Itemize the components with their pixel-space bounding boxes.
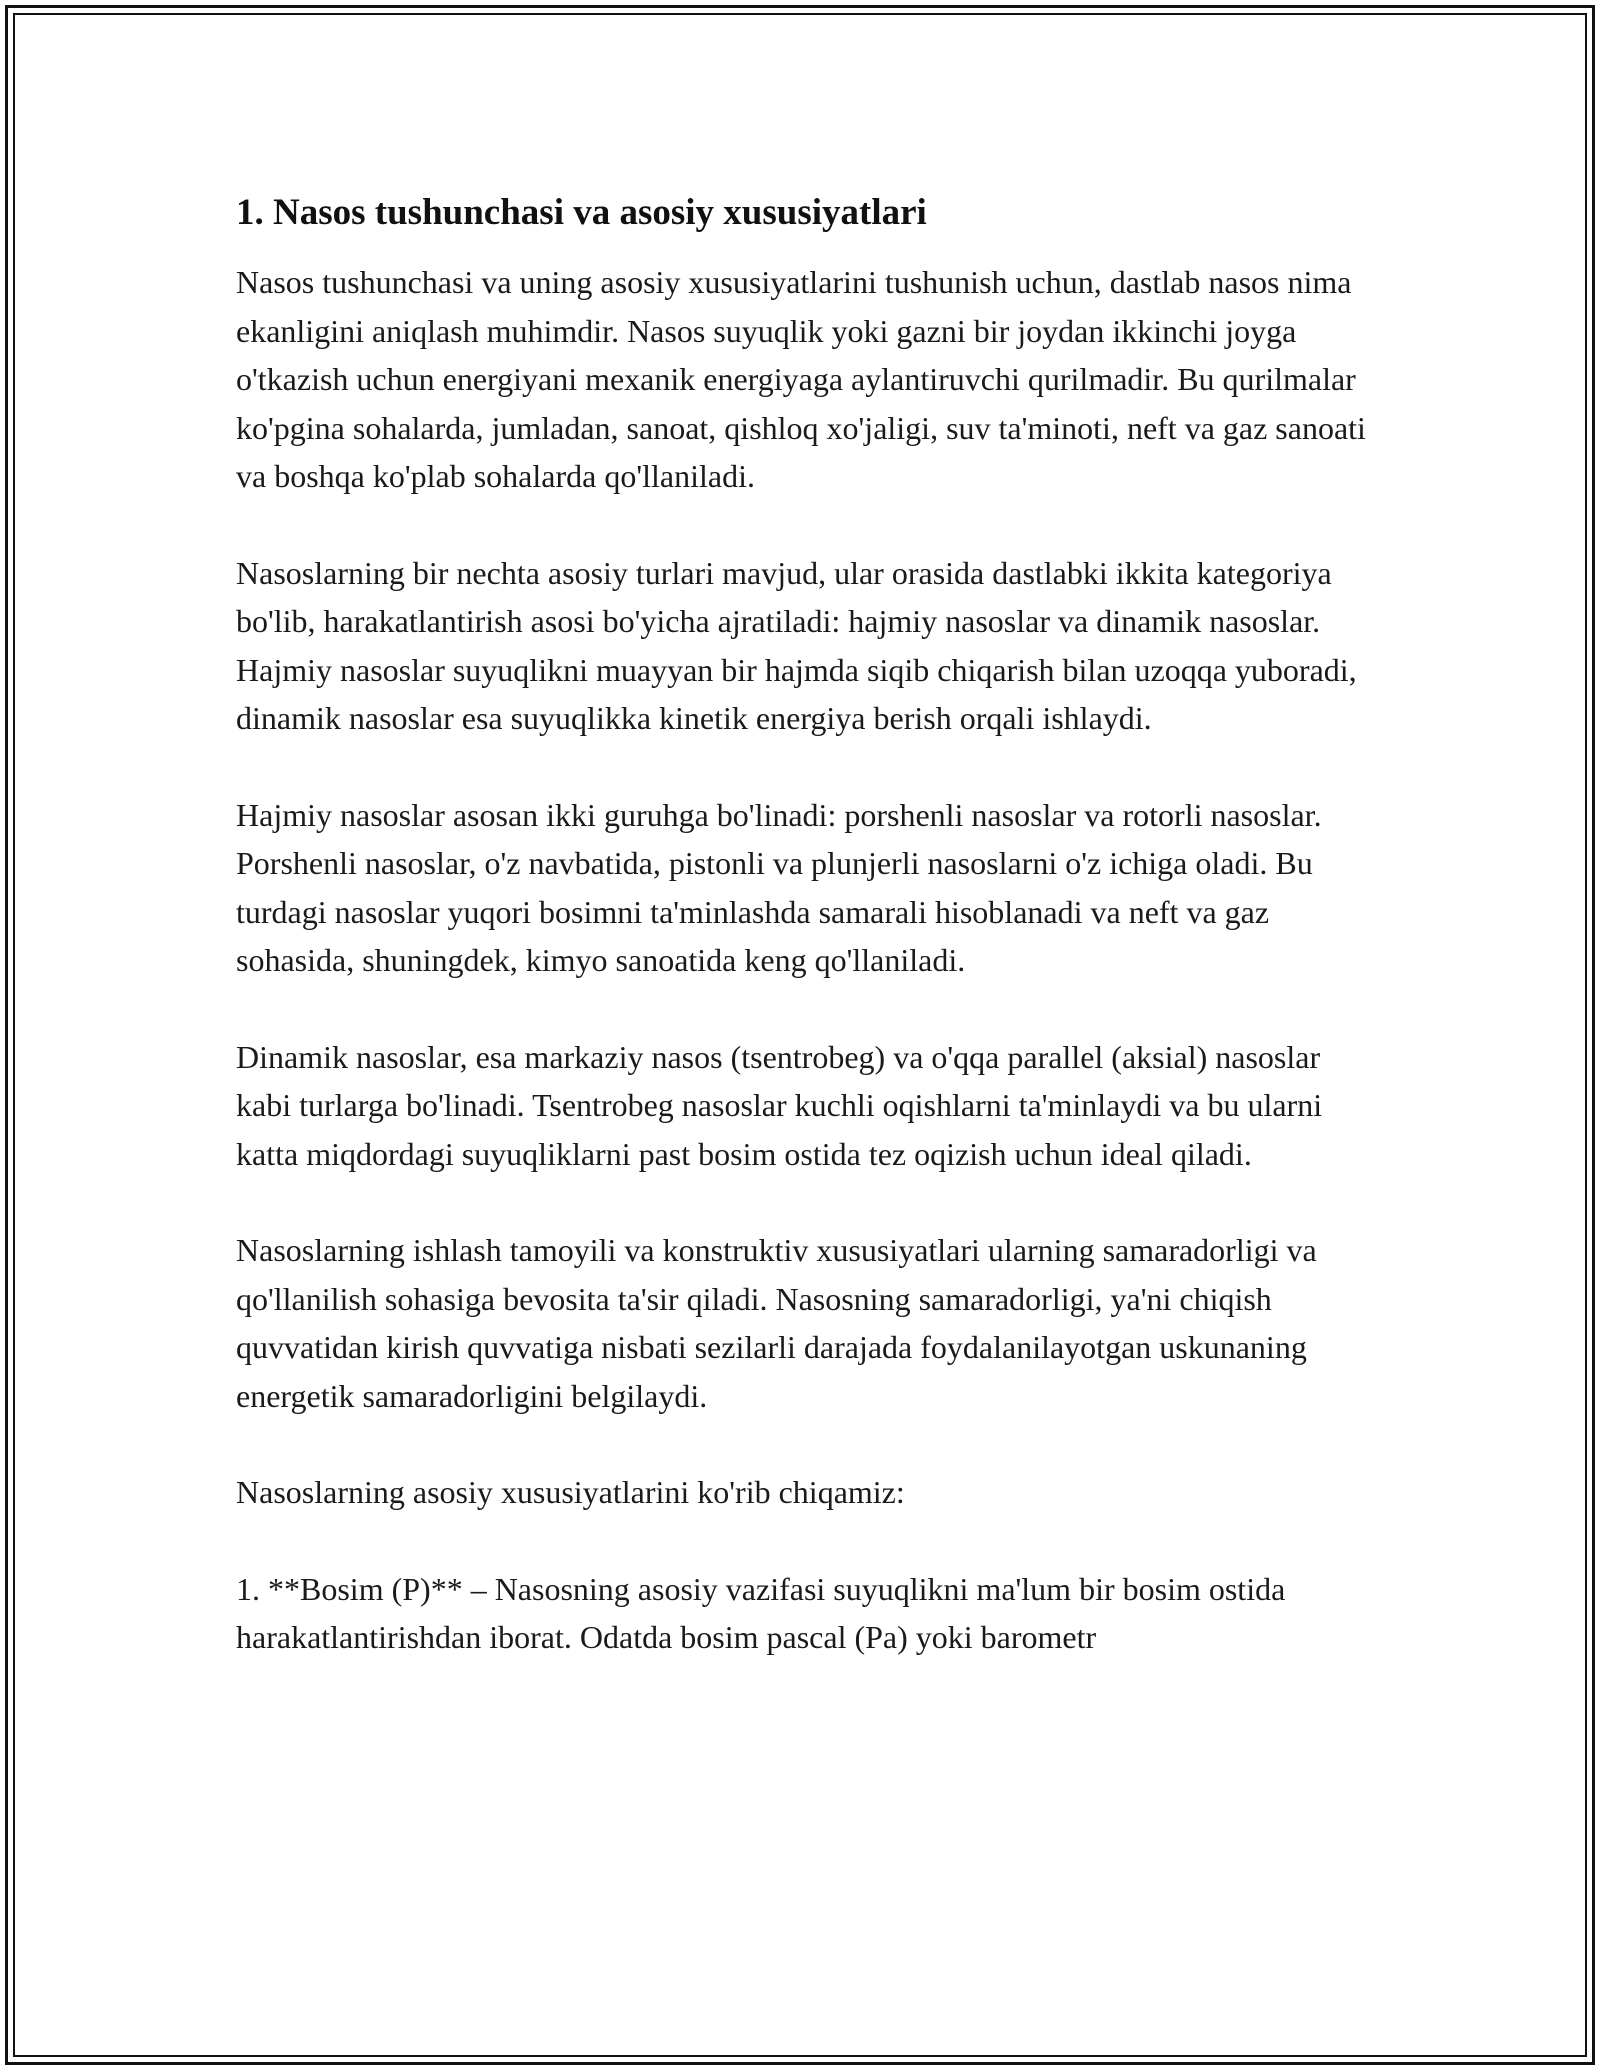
document-body	[236, 188, 1376, 1710]
paragraph: Nasoslarning bir nechta asosiy turlari mavjud, ular orasida dastlabki ikkita kategoriya bo'lib, harakatlantirish asosi bo'yicha ajratiladi: hajmiy nasoslar va dinamik nasoslar. Hajmiy nasoslar suyuqlikni muayyan bir hajmda siqib chiqarish bilan uzoqqa yuboradi, dinamik nasoslar esa suyuqlikka kinetik energiya berish orqali ishlaydi.	[236, 554, 1357, 736]
paragraph: Nasoslarning asosiy xususiyatlarini ko'rib chiqamiz:	[236, 1474, 905, 1510]
list-item: 1. **Bosim (P)** – Nasosning asosiy vazifasi suyuqlikni ma'lum bir bosim ostida harakatlantirishdan iborat. Odatda bosim pascal (Pa) yoki barometr	[236, 1570, 1286, 1655]
paragraph: Nasos tushunchasi va uning asosiy xususiyatlarini tushunish uchun, dastlab nasos nima ekanligini aniqlash muhimdir. Nasos suyuqlik yoki gazni bir joydan ikkinchi joyga o'tkazish uchun energiyani mexanik energiyaga aylantiruvchi qurilmadir. Bu qurilmalar ko'pgina sohalarda, jumladan, sanoat, qishloq xo'jaligi, suv ta'minoti, neft va gaz sanoati va boshqa ko'plab sohalarda qo'llaniladi.	[236, 264, 1366, 494]
paragraph: Dinamik nasoslar, esa markaziy nasos (tsentrobeg) va o'qqa parallel (aksial) nasoslar kabi turlarga bo'linadi. Tsentrobeg nasoslar kuchli oqishlarni ta'minlaydi va bu ularni katta miqdordagi suyuqliklarni past bosim ostida tez oqizish uchun ideal qiladi.	[236, 1038, 1323, 1172]
paragraph: Nasoslarning ishlash tamoyili va konstruktiv xususiyatlari ularning samaradorligi va qo'llanilish sohasiga bevosita ta'sir qiladi. Nasosning samaradorligi, ya'ni chiqish quvvatidan kirish quvvatiga nisbati sezilarli darajada foydalanilayotgan uskunaning energetik samaradorligini belgilaydi.	[236, 1232, 1317, 1414]
paragraph: Hajmiy nasoslar asosan ikki guruhga bo'linadi: porshenli nasoslar va rotorli nasoslar. Porshenli nasoslar, o'z navbatida, pistonli va plunjerli nasoslarni o'z ichiga oladi. Bu turdagi nasoslar yuqori bosimni ta'minlashda samarali hisoblanadi va neft va gaz sohasida, shuningdek, kimyo sanoatida keng qo'llaniladi.	[236, 796, 1322, 978]
document-title: 1. Nasos tushunchasi va asosiy xususiyatlari	[236, 192, 927, 233]
